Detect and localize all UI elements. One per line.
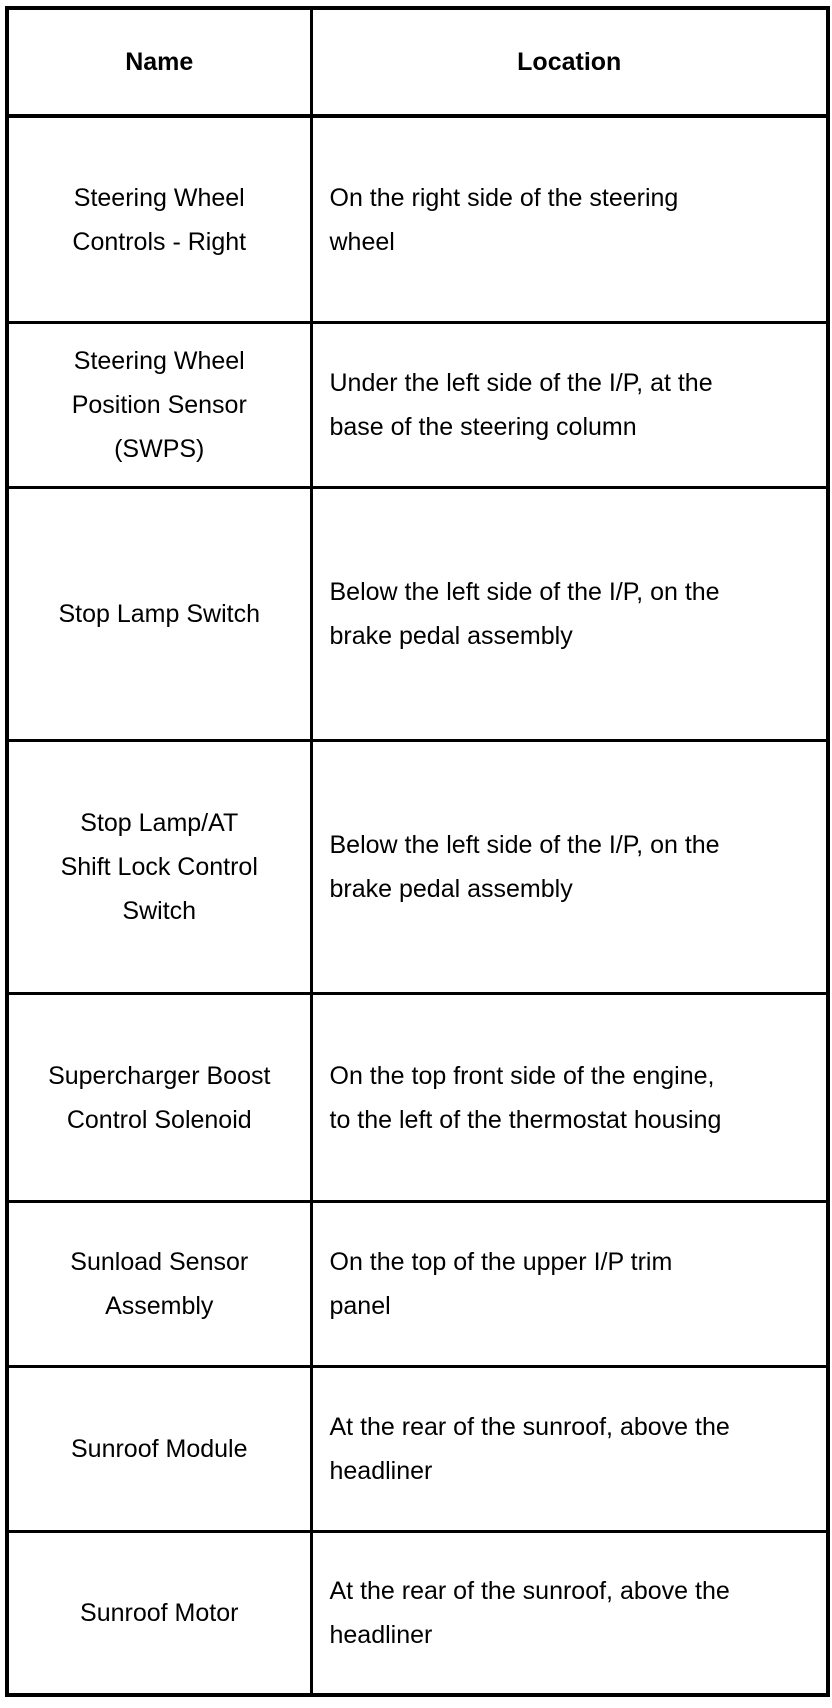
- table-row: [7, 116, 828, 323]
- name-text: Steering Wheel Controls - Right: [72, 183, 247, 256]
- name-text: Steering Wheel Position Sensor (SWPS): [71, 347, 247, 463]
- location-text: On the top front side of the engine, to the left of the thermostat housing: [329, 1061, 722, 1134]
- location-text: Below the left side of the I/P, on the brake pedal assembly: [329, 578, 720, 650]
- name-text: Supercharger Boost Control Solenoid: [48, 1061, 271, 1134]
- name-cell: [7, 741, 311, 994]
- table-row: [7, 741, 828, 994]
- name-text: Sunroof Motor: [80, 1599, 239, 1627]
- name-cell: [7, 1532, 311, 1696]
- table-row: [7, 1367, 828, 1532]
- table-row: [7, 1202, 828, 1367]
- location-cell: [311, 488, 828, 741]
- name-text: Sunroof Module: [70, 1435, 248, 1463]
- location-text: Under the left side of the I/P, at the base of the steering column: [329, 369, 713, 441]
- location-text: Below the left side of the I/P, on the brake pedal assembly: [329, 831, 720, 903]
- location-cell: [311, 994, 828, 1202]
- table-row: [7, 994, 828, 1202]
- name-cell: [7, 488, 311, 741]
- table-header: [7, 8, 828, 116]
- name-cell: [7, 1367, 311, 1532]
- location-cell: [311, 323, 828, 488]
- name-text: Sunload Sensor Assembly: [70, 1248, 249, 1320]
- location-text: On the right side of the steering wheel: [329, 183, 679, 256]
- column-header-name: Name: [7, 8, 311, 116]
- name-cell: [7, 116, 311, 323]
- name-cell: [7, 994, 311, 1202]
- location-cell: [311, 1202, 828, 1367]
- name-text: Stop Lamp/AT Shift Lock Control Switch: [60, 809, 258, 925]
- component-location-table: [5, 6, 830, 1697]
- table-row: [7, 323, 828, 488]
- table-body: [7, 116, 828, 1695]
- name-cell: [7, 323, 311, 488]
- component-location-table-frame: [5, 6, 826, 1701]
- location-cell: [311, 116, 828, 323]
- location-text: At the rear of the sunroof, above the headliner: [329, 1413, 730, 1485]
- table-row: [7, 488, 828, 741]
- column-header-location: Location: [311, 8, 828, 116]
- location-cell: [311, 1367, 828, 1532]
- location-text: At the rear of the sunroof, above the headliner: [329, 1577, 730, 1649]
- location-text: On the top of the upper I/P trim panel: [329, 1248, 673, 1320]
- table-row: [7, 1532, 828, 1696]
- location-cell: [311, 1532, 828, 1696]
- name-cell: [7, 1202, 311, 1367]
- header-row: [7, 8, 828, 116]
- location-cell: [311, 741, 828, 994]
- name-text: Stop Lamp Switch: [58, 600, 260, 628]
